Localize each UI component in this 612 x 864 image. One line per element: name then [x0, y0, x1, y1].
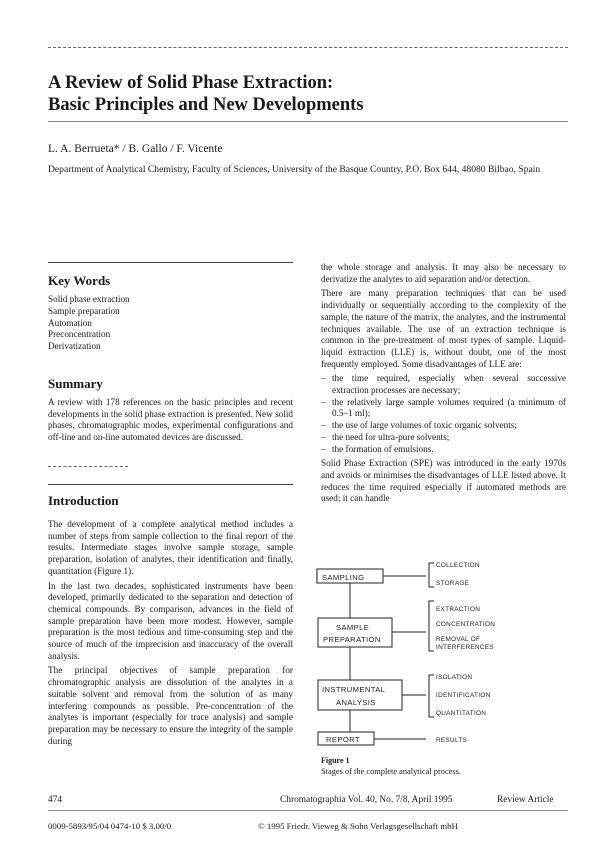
list-item: – the formation of emulsions.	[321, 444, 566, 456]
step-extraction: EXTRACTION	[436, 606, 481, 613]
lle-disadvantages-list	[321, 373, 566, 455]
analysis-bracket	[429, 675, 434, 717]
instrumental-label: INSTRUMENTAL	[322, 685, 386, 694]
intro-paragraph-1: The development of a complete analytical method includes a number of steps from sample collection to the final report of the results. Intermediate stages involve sample storage, sample preparation, isolation of analytes, their identification and finally, quantitation (Figure 1).	[48, 519, 293, 576]
article-title	[48, 72, 568, 116]
intro-paragraph-3: The principal objectives of sample preparation for chromatographic analysis are dissolution of the analytes in a suitable solvent and removal from the solution of as many interfering compounds as possible. Pre-concentration of the analytes is important (especially for trace analysis) and sample preparation may be necessary to ensure the integrity of the sample during	[48, 665, 293, 746]
keyword-item: Preconcentration	[48, 329, 111, 340]
copyright: © 1995 Friedr. Vieweg & Sohn Verlagsgesellschaft mbH	[258, 821, 458, 831]
title-rule	[48, 121, 568, 122]
summary-text	[48, 397, 293, 447]
keywords-rule	[48, 262, 293, 263]
step-concentration: CONCENTRATION	[436, 621, 496, 628]
step-results: RESULTS	[436, 737, 468, 744]
right-paragraph-1: the whole storage and analysis. It may also be necessary to derivatize the analytes to aid separation and/or detection.	[321, 262, 566, 284]
intro-paragraph-2: In the last two decades, sophisticated instruments have been developed, primarily dedicated to the separation and detection of chemical compounds. By comparison, advances in the field of sample preparation have been more modest. However, sample preparation is the most tedious and time-consuming step and the source of much of the imprecision and inaccuracy of the overall analysis.	[48, 580, 293, 661]
affiliation: Department of Analytical Chemistry, Faculty of Sciences, University of the Basque Country, P.O. Box 644, 48080 Bilbao, Spain	[48, 164, 541, 175]
authors: L. A. Berrueta* / B. Gallo / F. Vicente	[48, 143, 223, 155]
introduction-text	[48, 519, 293, 750]
sample-label: SAMPLE	[336, 623, 370, 632]
step-quantitation: QUANTITATION	[436, 710, 487, 717]
right-paragraph-3: Solid Phase Extraction (SPE) was introduced in the early 1970s and avoids or minimises the disadvantages of LLE listed above. It reduces the time required especially if automated methods are used; it can handle	[321, 458, 566, 504]
report-label: REPORT	[326, 735, 360, 744]
title-line-2: Basic Principles and New Developments	[48, 95, 364, 115]
step-interferences: INTERFERENCES	[436, 644, 494, 651]
keyword-item: Solid phase extraction	[48, 294, 130, 304]
analysis-label: ANALYSIS	[336, 698, 376, 707]
introduction-heading: Introduction	[48, 493, 119, 508]
summary-divider	[48, 466, 128, 467]
list-item: – the relatively large sample volumes required (a minimum of 0.5–1 ml);	[321, 397, 566, 420]
step-collection: COLLECTION	[436, 562, 480, 569]
right-column-text	[321, 262, 566, 508]
intro-rule	[48, 484, 293, 485]
issn: 0009-5893/95/04 0474-10 $ 3.00/0	[48, 821, 172, 831]
figure-caption: Stages of the complete analytical process.	[321, 767, 461, 776]
preparation-label: PREPARATION	[323, 635, 381, 644]
keywords-heading: Key Words	[48, 273, 111, 288]
preparation-bracket	[429, 601, 434, 651]
summary-heading: Summary	[48, 376, 103, 391]
summary-paragraph: A review with 178 references on the basic principles and recent developments in the solid phase extraction is presented. New solid phases, chromatographic modes, experimental configurations and off-line and on-line automated devices are discussed.	[48, 397, 293, 443]
sampling-label: SAMPLING	[322, 573, 365, 582]
step-identification: IDENTIFICATION	[436, 692, 491, 699]
list-item: – the need for ultra-pure solvents;	[321, 432, 566, 444]
step-isolation: ISOLATION	[436, 674, 473, 681]
footer-rule	[48, 810, 568, 811]
title-line-1: A Review of Solid Phase Extraction:	[48, 73, 334, 93]
article-type: Review Article	[497, 795, 554, 805]
header-rule	[48, 47, 568, 48]
analytical-process-flowchart	[316, 555, 506, 750]
keyword-item: Sample preparation	[48, 305, 120, 316]
figure-label: Figure 1	[321, 756, 350, 765]
list-item: – the time required, especially when several successive extraction processes are necessary;	[321, 373, 566, 396]
step-storage: STORAGE	[436, 580, 470, 587]
step-removal: REMOVAL OF	[436, 636, 481, 643]
journal-citation: Chromatographia Vol. 40, No. 7/8, April 1995	[280, 795, 453, 805]
keywords-list	[48, 294, 130, 353]
page-number: 474	[48, 795, 63, 805]
keyword-item: Automation	[48, 317, 92, 328]
list-item: – the use of large volumes of toxic organic solvents;	[321, 420, 566, 432]
right-paragraph-2: There are many preparation techniques that can be used individually or sequentially according to the complexity of the sample, the nature of the matrix, the analytes, and the instrumental techniques available. The use of an extraction technique is common in the pre-treatment of most types of sample. Liquid-liquid extraction (LLE) is, without doubt, one of the most frequently employed. Some disadvantages of LLE are:	[321, 288, 566, 369]
sampling-bracket	[429, 563, 434, 587]
keyword-item: Derivatization	[48, 341, 101, 352]
